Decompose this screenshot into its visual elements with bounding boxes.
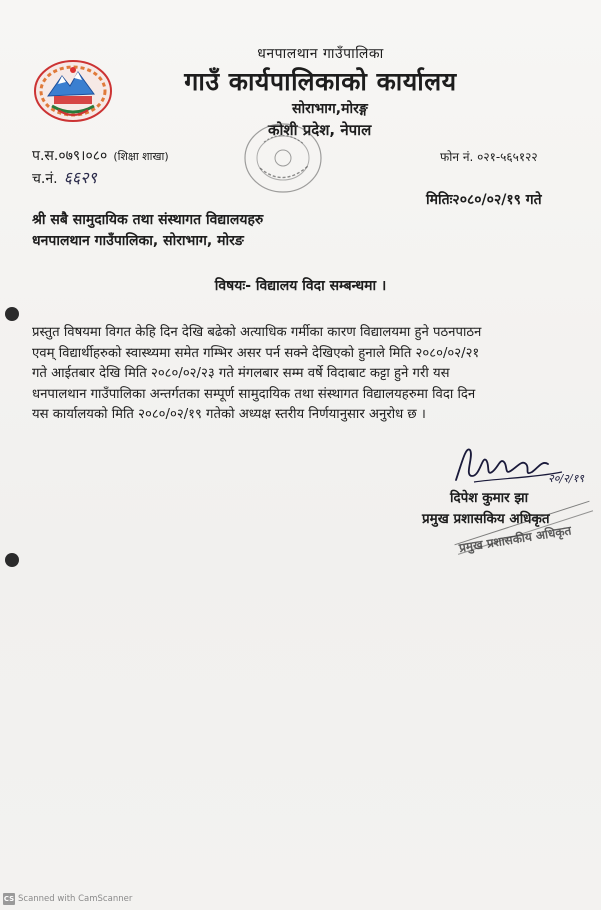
letter-date: मितिः२०८०/०२/१९ गते: [426, 192, 542, 208]
office-seal-stamp: [238, 118, 328, 198]
svg-text:प्रमुख प्रशासकीय अधिकृत: प्रमुख प्रशासकीय अधिकृत: [458, 523, 573, 556]
chalani-number: ६६२९: [63, 168, 97, 187]
handwritten-signature: [452, 442, 585, 488]
signatory-title: प्रमुख प्रशासकिय अधिकृत: [422, 511, 550, 527]
body-line-3: गते आईतबार देखि मिति २०८०/०२/२३ गते मंगलबार सम्म वर्षे विदाबाट कट्टा हुने गरी यस: [32, 366, 450, 382]
recipient-line-1: श्री सबै सामुदायिक तथा संस्थागत विद्यालयहरु: [32, 212, 264, 228]
patra-sankhya: प.स.०७९।०८०: [32, 148, 108, 164]
body-line-2: एवम् विद्यार्थीहरुको स्वास्थ्यमा समेत गम्भिर असर पर्न सक्ने देखिएको हुनाले मिति २०८०/०२/२१: [32, 345, 480, 361]
section-name: (शिक्षा शाखा): [113, 150, 169, 163]
municipality-name: धनपालथान गाउँपालिका: [257, 46, 384, 62]
camscanner-logo-icon: CS: [3, 895, 15, 903]
subject-line: विषयः- विद्यालय विदा सम्बन्धमा ।: [214, 278, 387, 294]
phone-number: फोन नं. ०२१-५६५१२२: [440, 150, 538, 164]
chalani-label: च.नं.: [32, 171, 58, 187]
signatory-name: दिपेश कुमार झा: [450, 490, 529, 506]
dispatch-number: [32, 166, 97, 188]
body-line-1: प्रस्तुत विषयमा विगत केहि दिन देखि बढेको अत्याधिक गर्मीका कारण विद्यालयमा हुने पठनपाठन: [32, 325, 482, 340]
reference-number: [32, 146, 169, 165]
scanner-text: Scanned with CamScanner: [18, 894, 133, 904]
body-line-4: धनपालथान गाउँपालिका अन्तर्गतका सम्पूर्ण सामुदायिक तथा संस्थागत विद्यालयहरुमा विदा दिन: [32, 386, 476, 402]
punch-hole-bottom: [5, 553, 19, 567]
office-title: गाउँ कार्यपालिकाको कार्यालय: [184, 67, 457, 96]
address-line-1: सोराभाग,मोरङ्ग: [292, 101, 368, 117]
scanner-watermark: [3, 893, 132, 905]
svg-text:२०/२/१९: २०/२/१९: [548, 472, 585, 485]
recipient-line-2: धनपालथान गाउँपालिका, सोराभाग, मोरङ: [32, 233, 244, 249]
body-line-5: यस कार्यालयको मिति २०८०/०२/१९ गतेको अध्यक्ष स्तरीय निर्णयानुसार अनुरोध छ ।: [32, 407, 426, 423]
letter-body: [32, 323, 568, 426]
address-line-2: कोशी प्रदेश, नेपाल: [268, 121, 372, 139]
punch-hole-top: [5, 307, 19, 321]
